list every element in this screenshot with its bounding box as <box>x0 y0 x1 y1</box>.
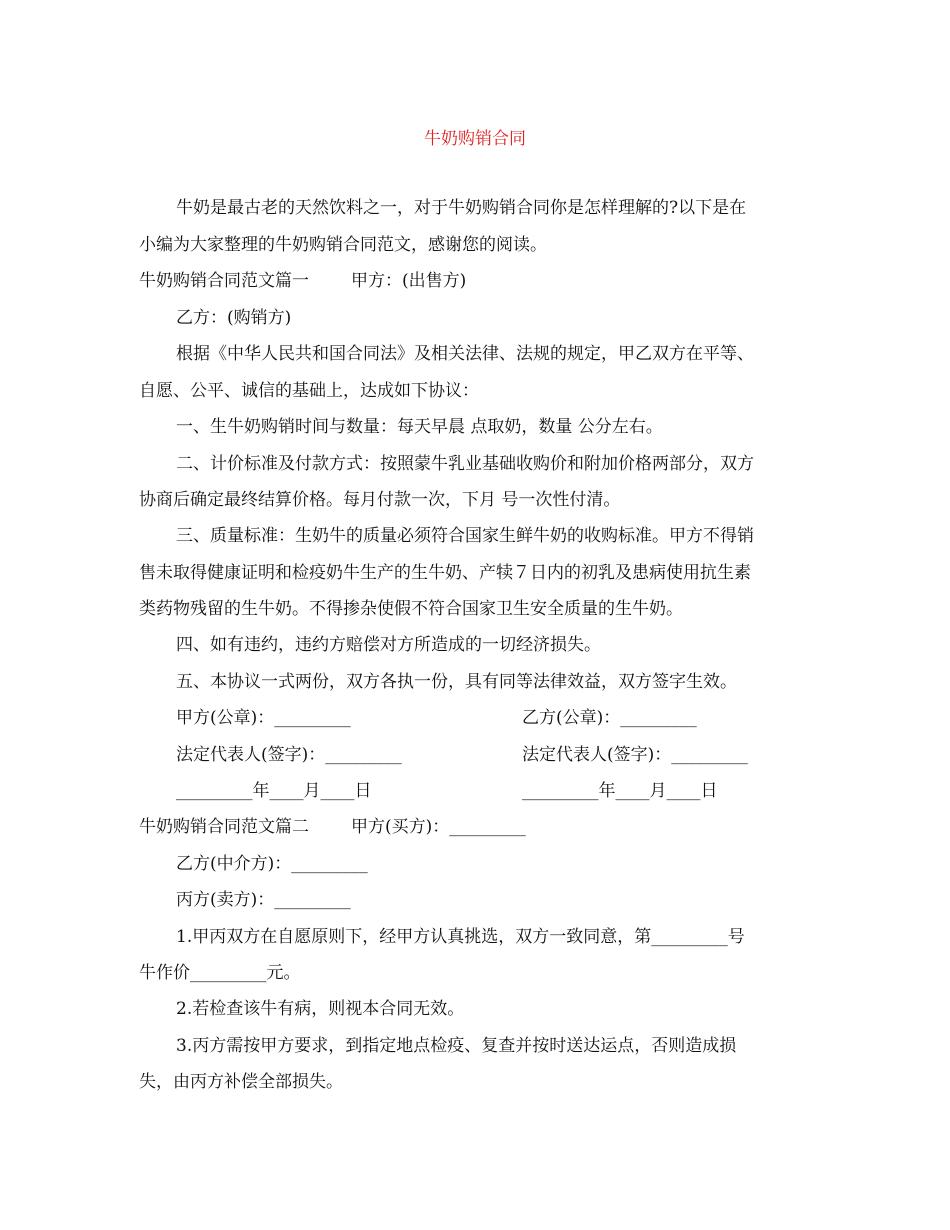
clause-2-line-1: 二、计价标准及付款方式：按照蒙牛乳业基础收购价和附加价格两部分，双方 <box>176 454 754 474</box>
part2-heading-row <box>139 815 526 839</box>
date-b: _________年____月____日 <box>522 781 718 801</box>
item-3-line-1: 3.丙方需按甲方要求，到指定地点检疫、复查并按时送达运点，否则造成损 <box>176 1036 737 1056</box>
clause-5: 五、本协议一式两份，双方各执一份，具有同等法律效益，双方签字生效。 <box>176 672 737 692</box>
sign-b-seal: 乙方(公章)：_________ <box>522 708 697 728</box>
part2-party-a: 甲方(买方)：_________ <box>351 817 526 837</box>
part1-heading-row <box>139 269 466 293</box>
intro-line-2: 小编为大家整理的牛奶购销合同范文，感谢您的阅读。 <box>139 235 547 255</box>
sign-a-seal: 甲方(公章)：_________ <box>176 708 351 728</box>
clause-3-line-1: 三、质量标准：生奶牛的质量必须符合国家生鲜牛奶的收购标准。甲方不得销 <box>176 526 754 546</box>
part1-preamble-1: 根据《中华人民共和国合同法》及相关法律、法规的规定，甲乙双方在平等、 <box>176 344 754 364</box>
part2-party-c: 丙方(卖方)：_________ <box>176 890 351 910</box>
item-1-line-2: 牛作价_________元。 <box>139 963 301 983</box>
part2-heading: 牛奶购销合同范文篇二 <box>139 817 309 837</box>
clause-2-line-2: 协商后确定最终结算价格。每月付款一次，下月 号一次性付清。 <box>139 490 621 510</box>
item-2: 2.若检查该牛有病，则视本合同无效。 <box>176 999 465 1019</box>
part1-party-b: 乙方：(购销方) <box>176 308 292 328</box>
sign-b-representative: 法定代表人(签字)：_________ <box>522 745 748 765</box>
part1-heading: 牛奶购销合同范文篇一 <box>139 271 309 291</box>
intro-line-1: 牛奶是最古老的天然饮料之一，对于牛奶购销合同你是怎样理解的?以下是在 <box>176 198 747 218</box>
clause-1: 一、生牛奶购销时间与数量：每天早晨 点取奶，数量 公分左右。 <box>176 417 663 437</box>
part2-party-b: 乙方(中介方)：_________ <box>176 854 368 874</box>
item-3-line-2: 失，由丙方补偿全部损失。 <box>139 1072 343 1092</box>
part1-party-a: 甲方：(出售方) <box>351 271 467 291</box>
clause-4: 四、如有违约，违约方赔偿对方所造成的一切经济损失。 <box>176 635 601 655</box>
document-title: 牛奶购销合同 <box>424 129 526 149</box>
clause-3-line-2: 售未取得健康证明和检疫奶牛生产的生牛奶、产犊７日内的初乳及患病使用抗生素 <box>139 563 751 583</box>
item-1-line-1: 1.甲丙双方在自愿原则下，经甲方认真挑选，双方一致同意，第_________号 <box>176 927 745 947</box>
sign-a-representative: 法定代表人(签字)：_________ <box>176 745 402 765</box>
part1-preamble-2: 自愿、公平、诚信的基础上，达成如下协议： <box>139 381 479 401</box>
date-a: _________年____月____日 <box>176 781 372 801</box>
clause-3-line-3: 类药物残留的生牛奶。不得掺杂使假不符合国家卫生安全质量的生牛奶。 <box>139 599 683 619</box>
